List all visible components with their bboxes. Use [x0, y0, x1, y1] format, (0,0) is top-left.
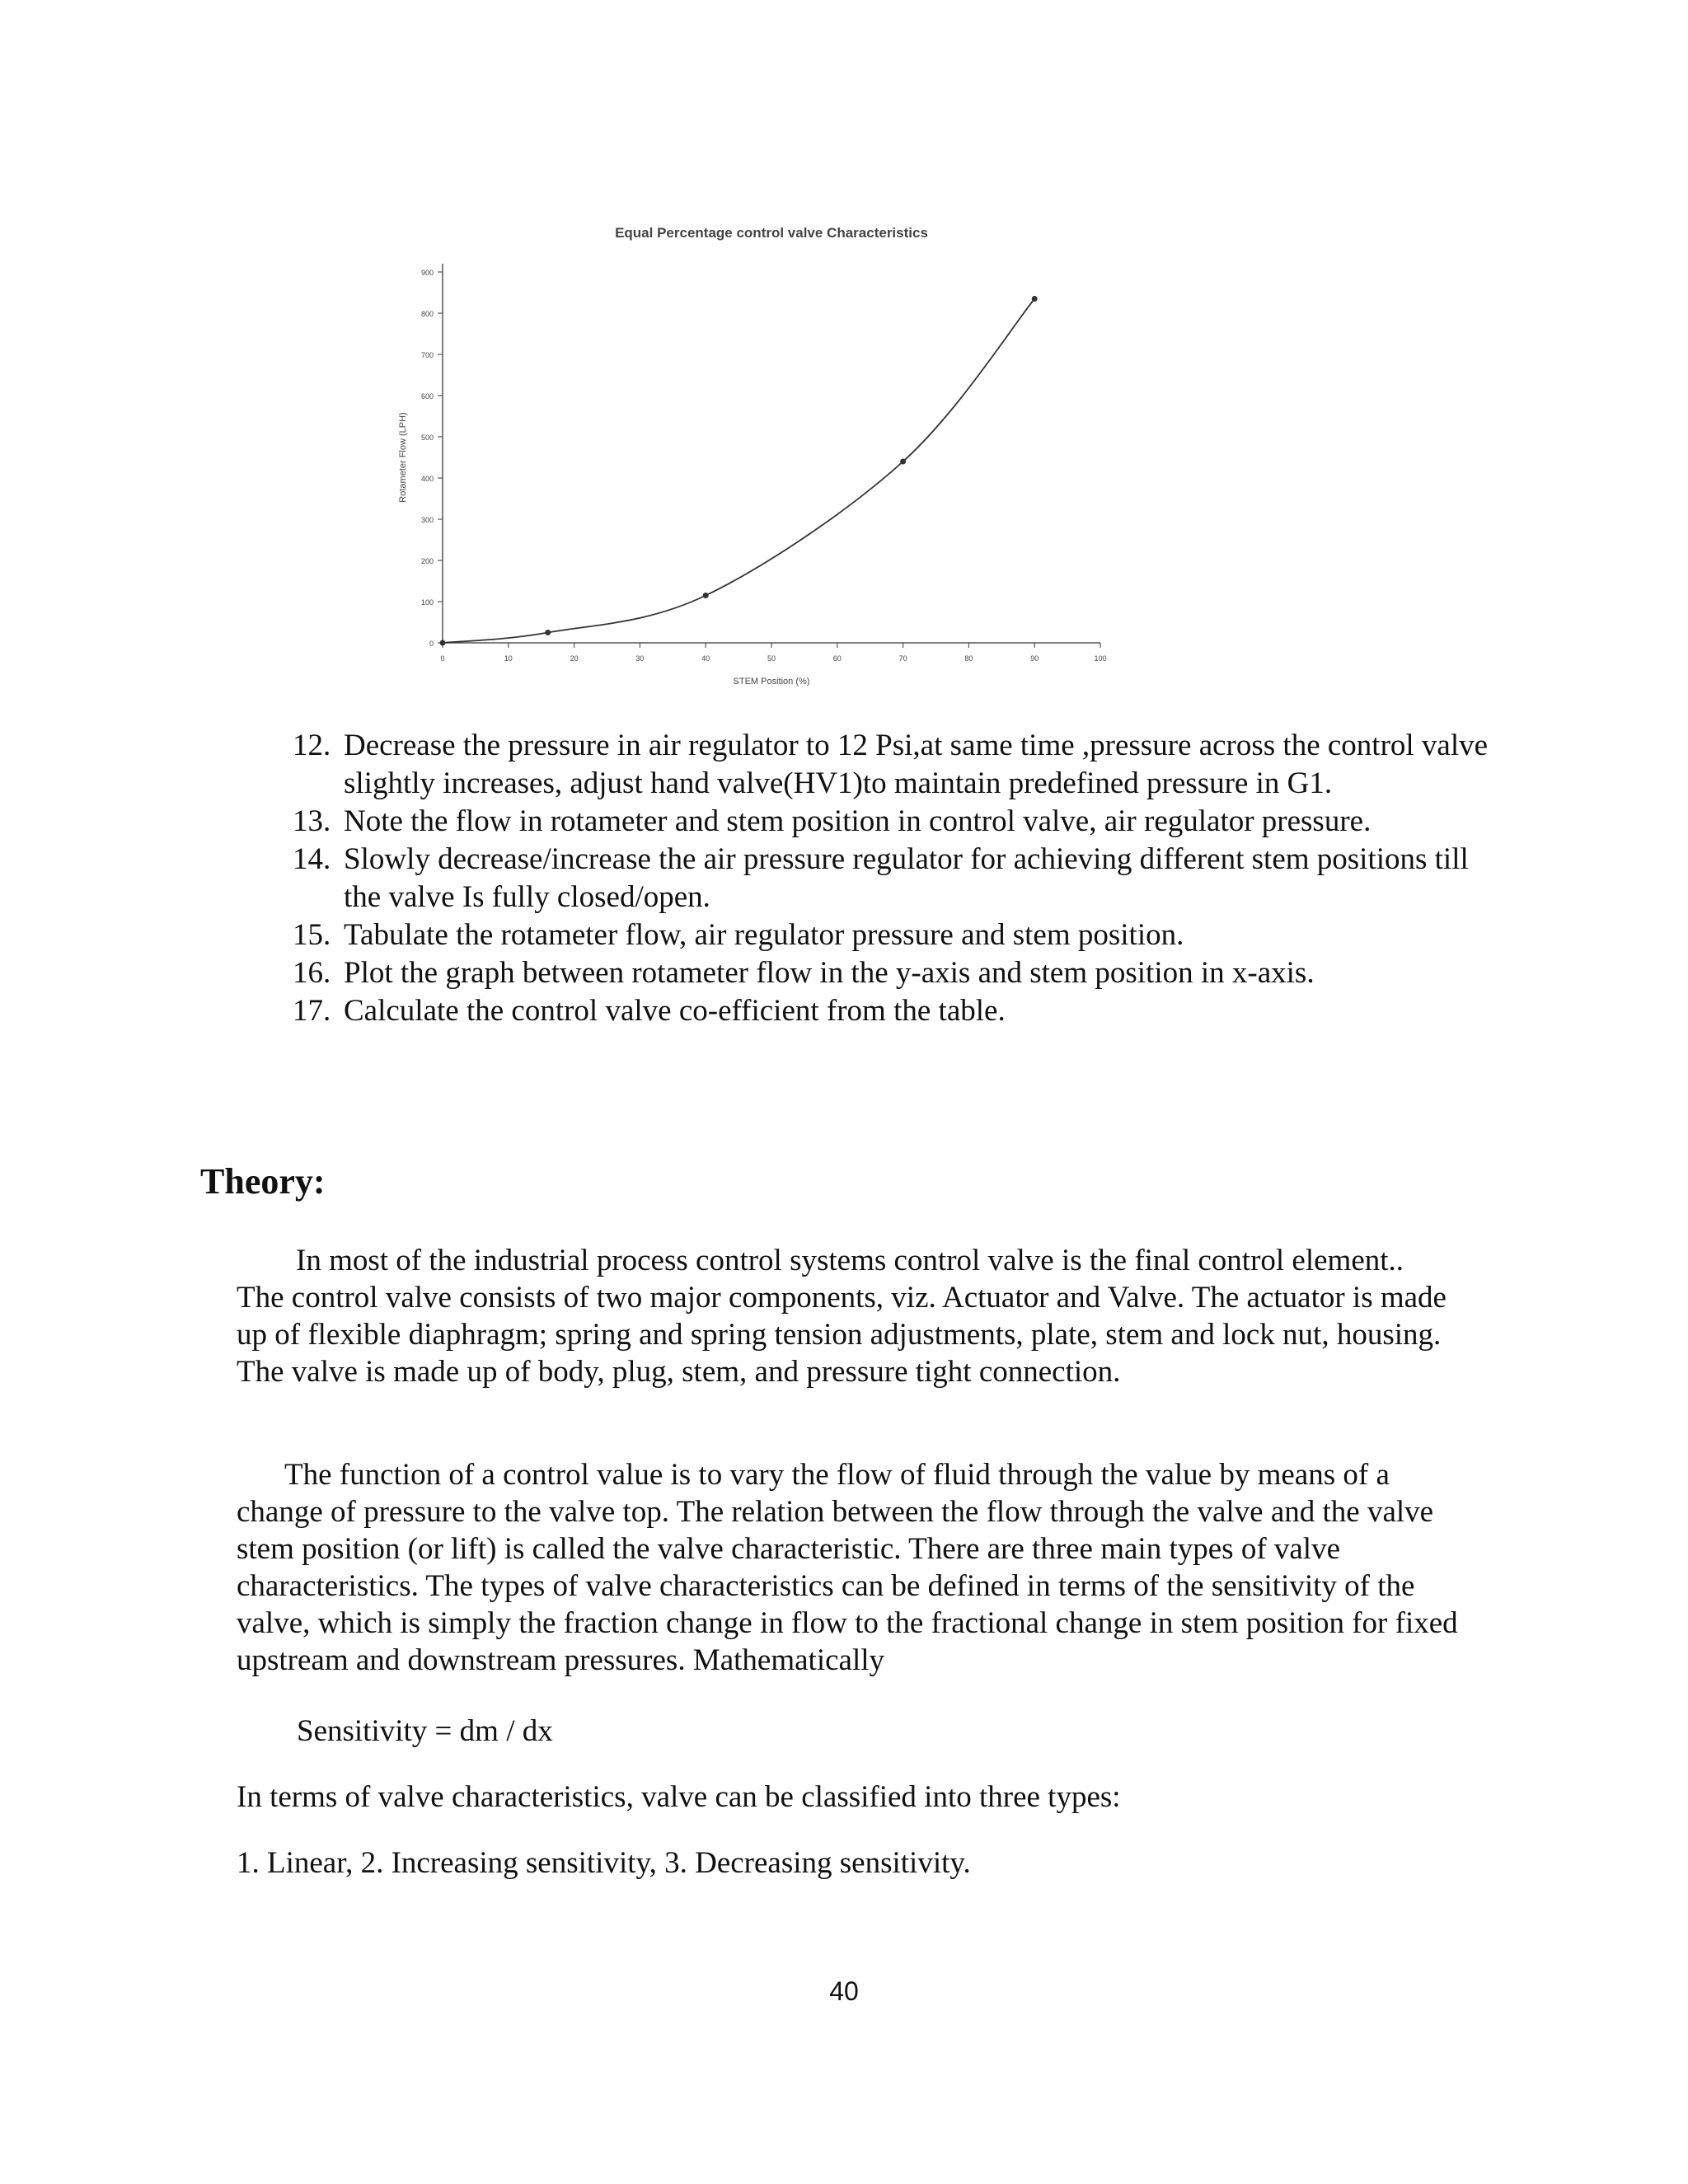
- x-tick-label: 20: [570, 654, 579, 663]
- theory-paragraph-1: In most of the industrial process control systems control valve is the final control element.. The control valve consists of two major components, viz. Actuator and Valve. The actuator is made up of flexible diaphragm; spring and spring tension adjustments, plate, stem and lock nut, housing. The valve is made up of body, plug, stem, and pressure tight connection.: [237, 1244, 1447, 1389]
- y-tick-label: 900: [420, 269, 434, 277]
- y-tick-label: 700: [420, 351, 434, 359]
- sensitivity-formula: Sensitivity = dm / dx: [297, 1714, 553, 1748]
- series-line: [443, 299, 1034, 644]
- y-tick-label: 600: [420, 392, 434, 401]
- chart-svg: [387, 214, 1129, 701]
- x-tick-label: 0: [440, 654, 445, 663]
- y-tick-label: 100: [420, 598, 434, 607]
- step-item: [293, 916, 1496, 954]
- x-tick-label: 40: [701, 654, 710, 663]
- step-text: Tabulate the rotameter flow, air regulator pressure and stem position.: [344, 918, 1184, 952]
- y-tick-label: 0: [429, 640, 434, 648]
- data-point: [900, 459, 906, 465]
- x-tick-label: 30: [635, 654, 645, 663]
- x-tick-label: 70: [898, 654, 907, 663]
- theory-heading: Theory:: [200, 1161, 326, 1202]
- step-number: 13.: [293, 804, 331, 838]
- step-item: [293, 727, 1496, 803]
- data-point: [545, 630, 551, 635]
- x-tick-label: 50: [767, 654, 776, 663]
- step-item: [293, 954, 1496, 992]
- step-item: [293, 841, 1496, 916]
- step-number: 16.: [293, 956, 331, 990]
- step-number: 14.: [293, 842, 331, 876]
- y-tick-label: 300: [420, 516, 434, 524]
- valve-characteristics-chart: [387, 214, 1129, 701]
- step-text: Plot the graph between rotameter flow in the y-axis and stem position in x-axis.: [344, 956, 1315, 990]
- step-number: 17.: [293, 994, 331, 1028]
- step-number: 15.: [293, 918, 331, 952]
- y-tick-label: 800: [420, 310, 434, 318]
- y-axis-label: Rotameter Flow (LPH): [398, 412, 408, 503]
- page-number: 40: [829, 1976, 859, 2006]
- step-number: 12.: [293, 729, 331, 762]
- data-point: [703, 593, 709, 598]
- step-text: Note the flow in rotameter and stem position in control valve, air regulator pressure.: [344, 804, 1372, 838]
- step-text: Calculate the control valve co-efficient from the table.: [344, 994, 1006, 1028]
- valve-types-list: 1. Linear, 2. Increasing sensitivity, 3. Decreasing sensitivity.: [237, 1846, 971, 1880]
- x-axis-label: STEM Position (%): [733, 677, 810, 687]
- procedure-steps: [293, 727, 1496, 1030]
- x-tick-label: 100: [1094, 654, 1107, 663]
- data-point: [440, 640, 446, 646]
- theory-paragraph-2: The function of a control value is to vary the flow of fluid through the value by means of a change of pressure to the valve top. The relation between the flow through the valve and the valve stem position (or lift) is called the valve characteristic. There are three main types of valve characteristics. The types of valve characteristics can be defined in terms of the sensitivity of the valve, which is simply the fraction change in flow to the fractional change in stem position for fixed upstream and downstream pressures. Mathematically: [237, 1458, 1458, 1677]
- x-tick-label: 10: [504, 654, 513, 663]
- step-item: [293, 803, 1496, 841]
- chart-title: Equal Percentage control valve Characteristics: [615, 225, 928, 241]
- y-tick-label: 500: [420, 434, 434, 442]
- x-tick-label: 60: [832, 654, 842, 663]
- step-text: Slowly decrease/increase the air pressure regulator for achieving different stem positions till the valve Is fully closed/open.: [344, 842, 1469, 914]
- x-tick-label: 80: [964, 654, 973, 663]
- classification-text: In terms of valve characteristics, valve can be classified into three types:: [237, 1780, 1121, 1814]
- y-tick-label: 200: [420, 557, 434, 565]
- x-tick-label: 90: [1030, 654, 1039, 663]
- data-point: [1032, 296, 1038, 302]
- step-text: Decrease the pressure in air regulator to 12 Psi,at same time ,pressure across the control valve slightly increases, adjust hand valve(HV1)to maintain predefined pressure in G1.: [344, 729, 1489, 800]
- y-tick-label: 400: [420, 475, 434, 483]
- step-item: [293, 992, 1496, 1030]
